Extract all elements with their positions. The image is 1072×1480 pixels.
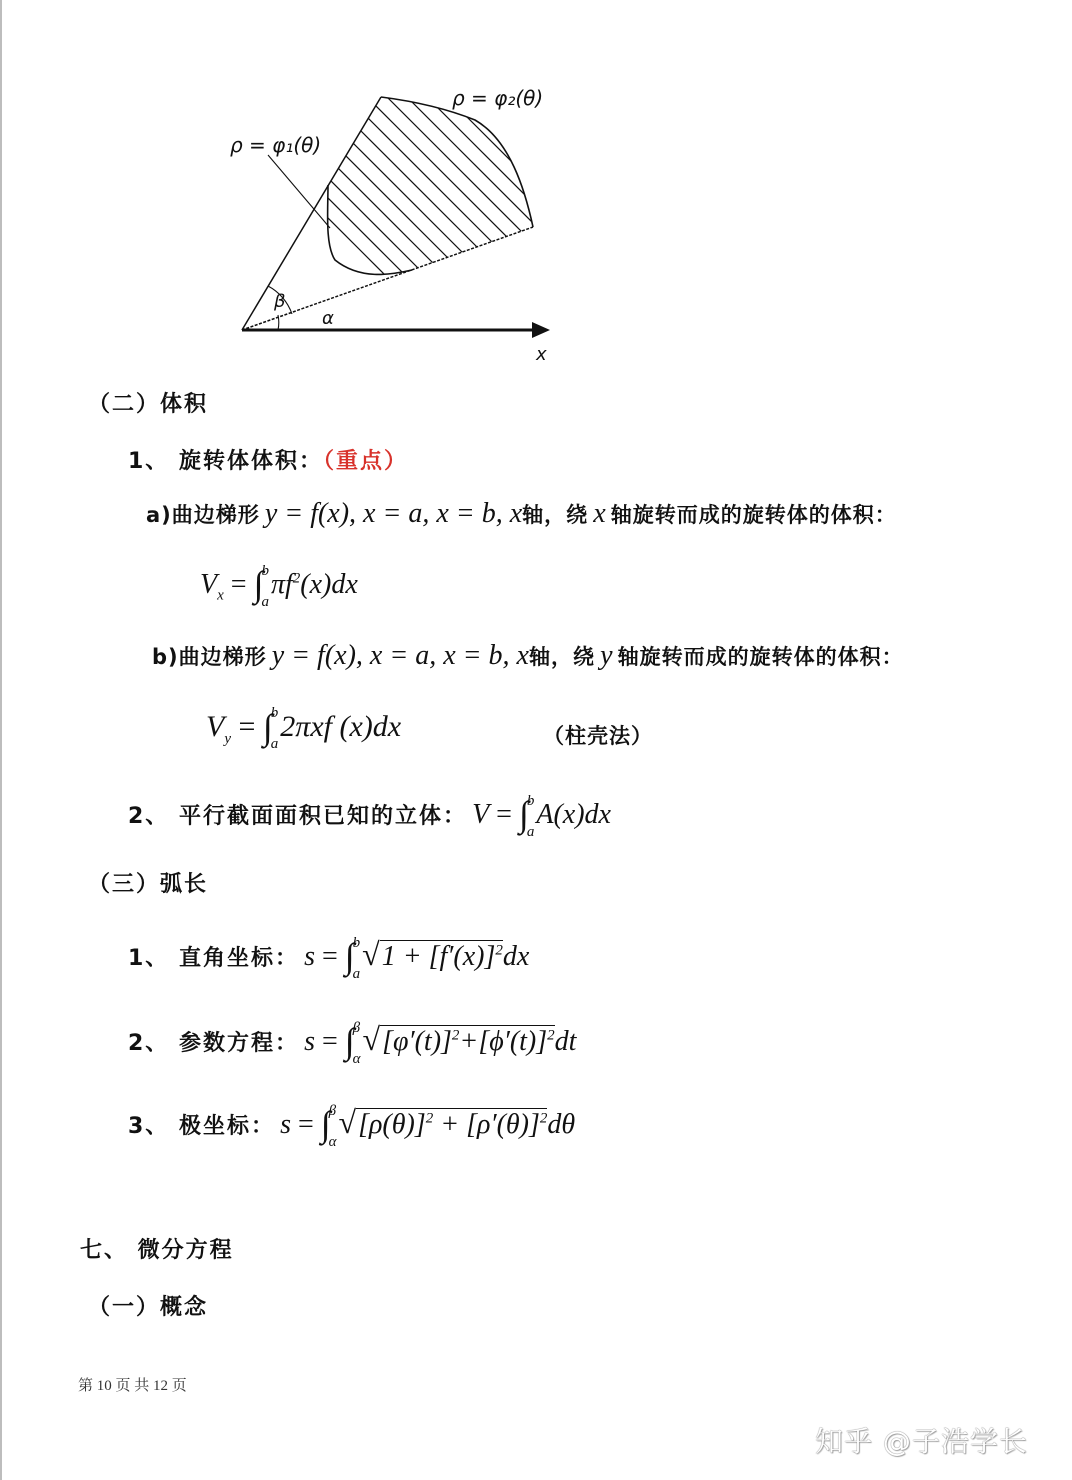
- exponent-a: 2: [451, 1027, 460, 1044]
- arc-item-parametric: [128, 1017, 577, 1067]
- integral-sign: ∫: [344, 1021, 355, 1061]
- sqrt-icon: √: [362, 936, 380, 972]
- upper-limit: b: [261, 562, 269, 579]
- case-a-axis: x: [593, 498, 606, 529]
- zhihu-watermark: 知乎 @子浩学长: [815, 1425, 1028, 1458]
- sqrt-icon: √: [338, 1104, 357, 1140]
- case-a-text-before: 曲边梯形: [171, 503, 260, 527]
- shell-method-note: （柱壳法）: [543, 724, 653, 748]
- label-alpha: α: [322, 308, 334, 329]
- case-b-prefix: b): [152, 645, 179, 669]
- integrand: A(x)dx: [536, 799, 611, 830]
- lower-limit: a: [270, 736, 279, 753]
- formula-s-polar: s = ∫ β α $√[\rho(\theta)]^2 + [\rho'(\theta)]^2d\theta$: [280, 1102, 576, 1150]
- upper-limit: β: [328, 1102, 337, 1119]
- case-b-description: [152, 640, 904, 672]
- integral-sign: ∫: [262, 707, 273, 747]
- radicand-a: [φ′(t)]: [382, 1026, 452, 1057]
- arc-item-cartesian: [128, 932, 530, 982]
- integrand: 2πxf (x)dx: [280, 710, 402, 743]
- upper-limit: b: [270, 705, 279, 722]
- differential: dx: [502, 941, 530, 972]
- lower-limit: α: [328, 1133, 337, 1150]
- formula-s-cartesian: s = ∫ b a $√1 + [f'(x)]^2dx$: [304, 934, 530, 982]
- integrand-rest: (x)dx: [300, 569, 358, 600]
- upper-limit: β: [352, 1019, 361, 1036]
- item-rotation-volume: [128, 444, 408, 475]
- differential: dt: [554, 1026, 577, 1057]
- formula-lhs-sub: x: [217, 587, 224, 604]
- item-label: 2、 参数方程：: [128, 1031, 299, 1056]
- case-b-text-after: 轴旋转而成的旋转体的体积：: [617, 645, 904, 669]
- label-beta: β: [274, 291, 286, 312]
- page-edge: [0, 0, 2, 1480]
- item-cross-section: [128, 790, 611, 840]
- differential: dθ: [547, 1109, 576, 1140]
- lower-limit: a: [261, 593, 269, 610]
- case-b-text-before: 曲边梯形: [178, 645, 267, 669]
- case-a-condition: y = f(x), x = a, x = b, x: [264, 498, 523, 529]
- integrand: πf: [270, 569, 293, 600]
- exponent-b: 2: [539, 1110, 548, 1127]
- emphasis-key-point: （重点）: [322, 449, 408, 474]
- radicand-a: [ρ(θ)]: [358, 1109, 426, 1140]
- section-heading-arc-length: （三）弧长: [88, 872, 209, 897]
- section-heading-volume: （二）体积: [88, 392, 209, 417]
- label-phi1: ρ = φ₁(θ): [230, 133, 322, 157]
- lower-limit: a: [352, 965, 361, 982]
- item-label: 1、 旋转体体积：: [128, 449, 323, 474]
- upper-limit: b: [526, 792, 535, 809]
- formula-vy: $V_y$ = ∫ b a 2πxf (x)dx: [206, 705, 402, 753]
- case-a-text-mid: 轴，绕: [522, 503, 589, 527]
- item-label: 3、 极坐标：: [128, 1114, 275, 1139]
- item-label: 2、 平行截面面积已知的立体：: [128, 804, 467, 829]
- chapter-heading-differential-equations: 七、 微分方程: [80, 1237, 234, 1263]
- arc-item-polar: [128, 1100, 576, 1150]
- formula-lhs: V: [206, 710, 225, 743]
- label-phi2: ρ = φ₂(θ): [452, 86, 544, 110]
- formula-lhs: V: [472, 799, 490, 830]
- case-b-text-mid: 轴，绕: [528, 645, 595, 669]
- formula-lhs-sub: y: [224, 731, 231, 747]
- case-b-axis: y: [600, 640, 613, 671]
- formula-v: V = ∫ b a A(x)dx: [472, 792, 611, 840]
- exponent: 2: [495, 942, 503, 959]
- label-x-axis: x: [536, 344, 547, 365]
- lower-limit: α: [352, 1050, 361, 1067]
- lower-limit: a: [526, 823, 535, 840]
- integral-sign: ∫: [320, 1104, 331, 1144]
- sqrt-icon: √: [362, 1021, 381, 1057]
- page-number-footer: 第 10 页 共 12 页: [78, 1378, 187, 1394]
- exponent-b: 2: [547, 1027, 555, 1044]
- polar-region-figure: [220, 70, 600, 370]
- case-a-prefix: a): [146, 503, 172, 527]
- formula-s-parametric: s = ∫ β α $√[\varphi'(t)]^2+[\phi'(t)]^2dt$: [304, 1019, 577, 1067]
- integral-sign: ∫: [253, 564, 264, 604]
- case-b-condition: y = f(x), x = a, x = b, x: [271, 640, 529, 671]
- exponent: 2: [292, 570, 301, 587]
- sub-heading-concepts: （一）概念: [88, 1294, 209, 1320]
- case-a-description: [146, 498, 897, 530]
- exponent-a: 2: [425, 1110, 434, 1127]
- case-a-text-after: 轴旋转而成的旋转体的体积：: [610, 503, 897, 527]
- formula-lhs: V: [200, 569, 218, 600]
- formula-vx: $V_x$ = ∫ b a $\pi f^2(x)dx$: [200, 562, 358, 610]
- integral-sign: ∫: [344, 936, 355, 976]
- upper-limit: b: [352, 934, 361, 951]
- radicand: 1 + [f′(x)]: [381, 941, 496, 972]
- integral-sign: ∫: [518, 794, 529, 834]
- radicand-b: + [ρ′(θ)]: [433, 1109, 540, 1140]
- radicand-b: +[ϕ′(t)]: [459, 1026, 548, 1057]
- item-label: 1、 直角坐标：: [128, 946, 299, 971]
